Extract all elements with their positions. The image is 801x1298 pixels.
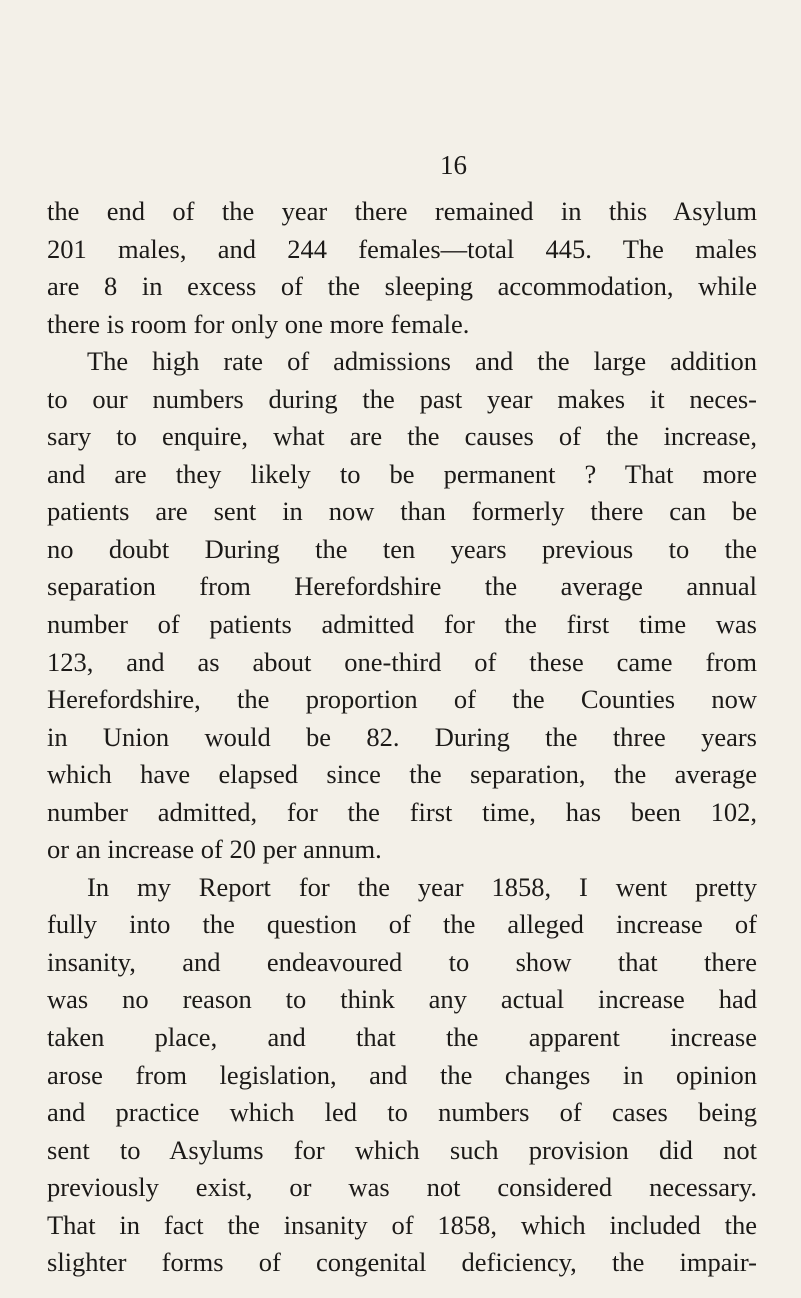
- text-line: 123, and as about one-third of these came from: [47, 646, 757, 677]
- text-line: to our numbers during the past year makes it neces-: [47, 383, 757, 414]
- text-line: the end of the year there remained in this Asylum: [47, 196, 757, 226]
- text-line: and are they likely to be permanent ? That more: [47, 458, 757, 489]
- text-line: That in fact the insanity of 1858, which included the: [47, 1209, 757, 1240]
- text-line: arose from legislation, and the changes in opinion: [47, 1059, 757, 1090]
- page-number: 16: [440, 150, 467, 180]
- text-line: which have elapsed since the separation, the average: [47, 759, 757, 790]
- text-line: taken place, and that the apparent increase: [47, 1022, 757, 1053]
- text-line: in Union would be 82. During the three years: [47, 721, 757, 752]
- text-line: there is room for only one more female.: [47, 308, 470, 339]
- text-line: are 8 in excess of the sleeping accommodation, while: [47, 271, 757, 302]
- body-text: [47, 193, 757, 1282]
- text-line: was no reason to think any actual increase had: [47, 984, 757, 1015]
- text-line: previously exist, or was not considered necessary.: [47, 1172, 757, 1203]
- text-line: number admitted, for the first time, has been 102,: [47, 796, 757, 827]
- text-line: and practice which led to numbers of cases being: [47, 1097, 757, 1128]
- text-line: Herefordshire, the proportion of the Counties now: [47, 684, 757, 715]
- text-line: or an increase of 20 per annum.: [47, 834, 382, 865]
- text-line: 201 males, and 244 females—total 445. The males: [47, 233, 757, 264]
- text-line: In my Report for the year 1858, I went pretty: [87, 871, 757, 902]
- text-line: sary to enquire, what are the causes of the increase,: [47, 421, 757, 452]
- text-line: sent to Asylums for which such provision did not: [47, 1134, 757, 1165]
- text-line: fully into the question of the alleged increase of: [47, 909, 757, 940]
- text-line: no doubt During the ten years previous to the: [47, 533, 757, 564]
- text-line: slighter forms of congenital deficiency, the impair-: [47, 1247, 757, 1278]
- text-line: The high rate of admissions and the large addition: [87, 346, 757, 377]
- text-line: separation from Herefordshire the average annual: [47, 571, 757, 602]
- text-line: insanity, and endeavoured to show that there: [47, 946, 757, 977]
- text-line: number of patients admitted for the first time was: [47, 609, 757, 640]
- text-line: patients are sent in now than formerly there can be: [47, 496, 757, 527]
